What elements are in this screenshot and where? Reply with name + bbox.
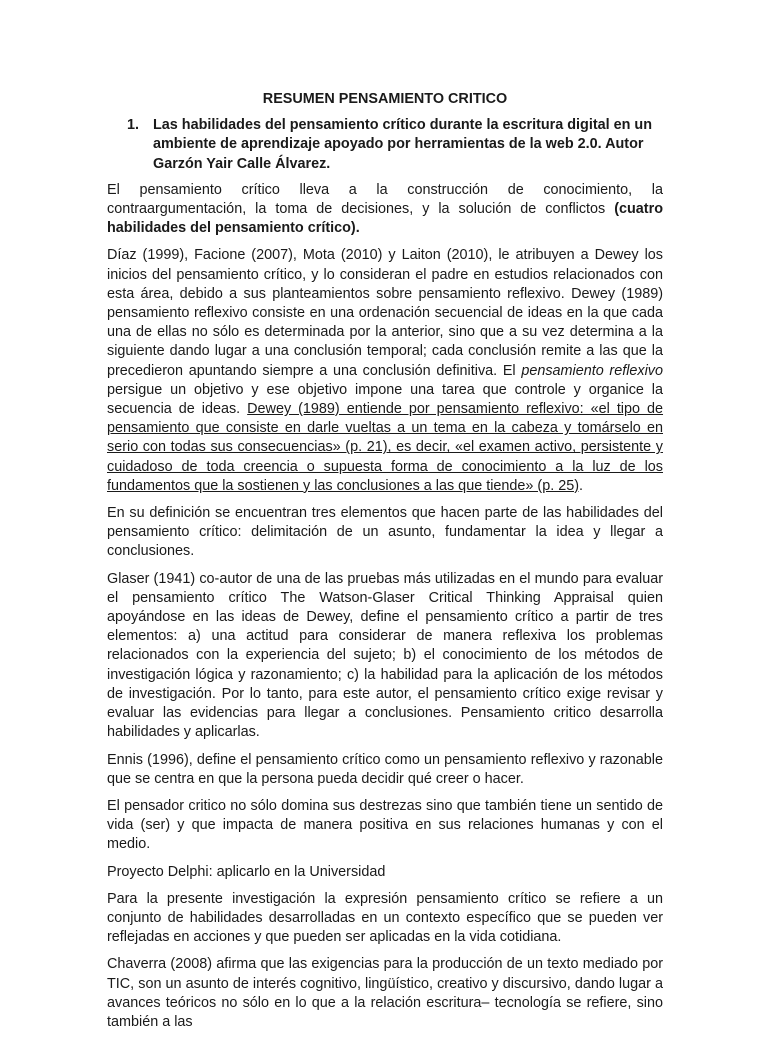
paragraph-8: Para la presente investigación la expresión pensamiento crítico se refiere a un conjunto de habilidades desarrolladas en un contexto específico que se pueden ver reflejadas en acciones y que pueden ser aplicadas en la vida cotidiana. <box>107 890 663 946</box>
paragraph-7: Proyecto Delphi: aplicarlo en la Universidad <box>107 863 386 880</box>
paragraph-4: Glaser (1941) co-autor de una de las pruebas más utilizadas en el mundo para evaluar el pensamiento crítico The Watson-Glaser Critical Thinking Appraisal quien apoyándose en las ideas de Dewey, define el pensamiento crítico a partir de tres elementos: a) una actitud para considerar de manera reflexiva los problemas relacionados con la experiencia del sujeto; b) el conocimiento de los métodos de investigación lógica y razonamiento; c) la habilidad para la aplicación de los métodos de investigación. Por lo tanto, para este autor, el pensamiento crítico exige revisar y evaluar las evidencias para llegar a conclusiones. Pensamiento critico desarrolla habilidades y aplicarlas. <box>107 570 663 741</box>
paragraph-1 <box>107 181 663 239</box>
section-number: 1. <box>127 117 140 134</box>
document-page <box>107 90 663 1040</box>
paragraph-6: El pensador critico no sólo domina sus destrezas sino que también tiene un sentido de vida (ser) y que impacta de manera positiva en sus relaciones humanas y con el medio. <box>107 797 663 853</box>
section-heading <box>107 116 663 174</box>
paragraph-2-underlined-quote: Dewey (1989) entiende por pensamiento reflexivo: «el tipo de pensamiento que consiste en darle vueltas a un tema en la cabeza y tomárselo en serio con todas sus consecuencias» (p. 21), es decir, «el examen activo, persistente y cuidadoso de toda creencia o supuesta forma de conocimiento a la luz de los fundamentos que la sostienen y las conclusiones a las que tiende» (p. 25) <box>107 401 664 494</box>
section-heading-text: Las habilidades del pensamiento crítico durante la escritura digital en un ambiente de aprendizaje apoyado por herramientas de la web 2.0. Autor Garzón Yair Calle Álvarez. <box>153 117 652 172</box>
paragraph-9: Chaverra (2008) afirma que las exigencias para la producción de un texto mediado por TIC, son un asunto de interés cognitivo, lingüístico, creativo y discursivo, dando lugar a avances teóricos no sólo en lo que a la relación escritura– tecnología se refiere, sino también a las <box>107 956 663 1030</box>
paragraph-2-text-c: persigue un objetivo y ese objetivo impone una tarea que controle y organice la secuencia de ideas. <box>107 381 663 418</box>
paragraph-1-text: El pensamiento crítico lleva a la construcción de conocimiento, la contraargumentación, la toma de decisiones, y la solución de conflictos <box>107 181 663 218</box>
document-title: RESUMEN PENSAMIENTO CRITICO <box>262 91 508 107</box>
paragraph-2-text-a: Díaz (1999), Facione (2007), Mota (2010) y Laiton (2010), le atribuyen a Dewey los inicios del pensamiento crítico, y lo consideran el padre en estudios relacionados con esta área, debido a sus planteamientos sobre pensamiento reflexivo. Dewey (1989) pensamiento reflexivo consiste en una ordenación secuencial de ideas en la que cada una de ellas no sólo es determinada por la anterior, sino que a su vez determina a la siguiente dando lugar a una conclusión temporal; cada conclusión remite a las que la precedieron apuntando siempre a una conclusión definitiva. El <box>107 247 663 379</box>
paragraph-2-italic: pensamiento reflexivo <box>521 362 663 379</box>
paragraph-2 <box>107 246 663 496</box>
paragraph-5: Ennis (1996), define el pensamiento crítico como un pensamiento reflexivo y razonable que se centra en que la persona pueda decidir qué creer o hacer. <box>107 751 663 787</box>
paragraph-3: En su definición se encuentran tres elementos que hacen parte de las habilidades del pensamiento crítico: delimitación de un asunto, fundamentar la idea y llegar a conclusiones. <box>107 505 663 560</box>
paragraph-2-text-d: . <box>579 477 583 494</box>
paragraph-1-bold: (cuatro habilidades del pensamiento crítico). <box>107 201 663 237</box>
